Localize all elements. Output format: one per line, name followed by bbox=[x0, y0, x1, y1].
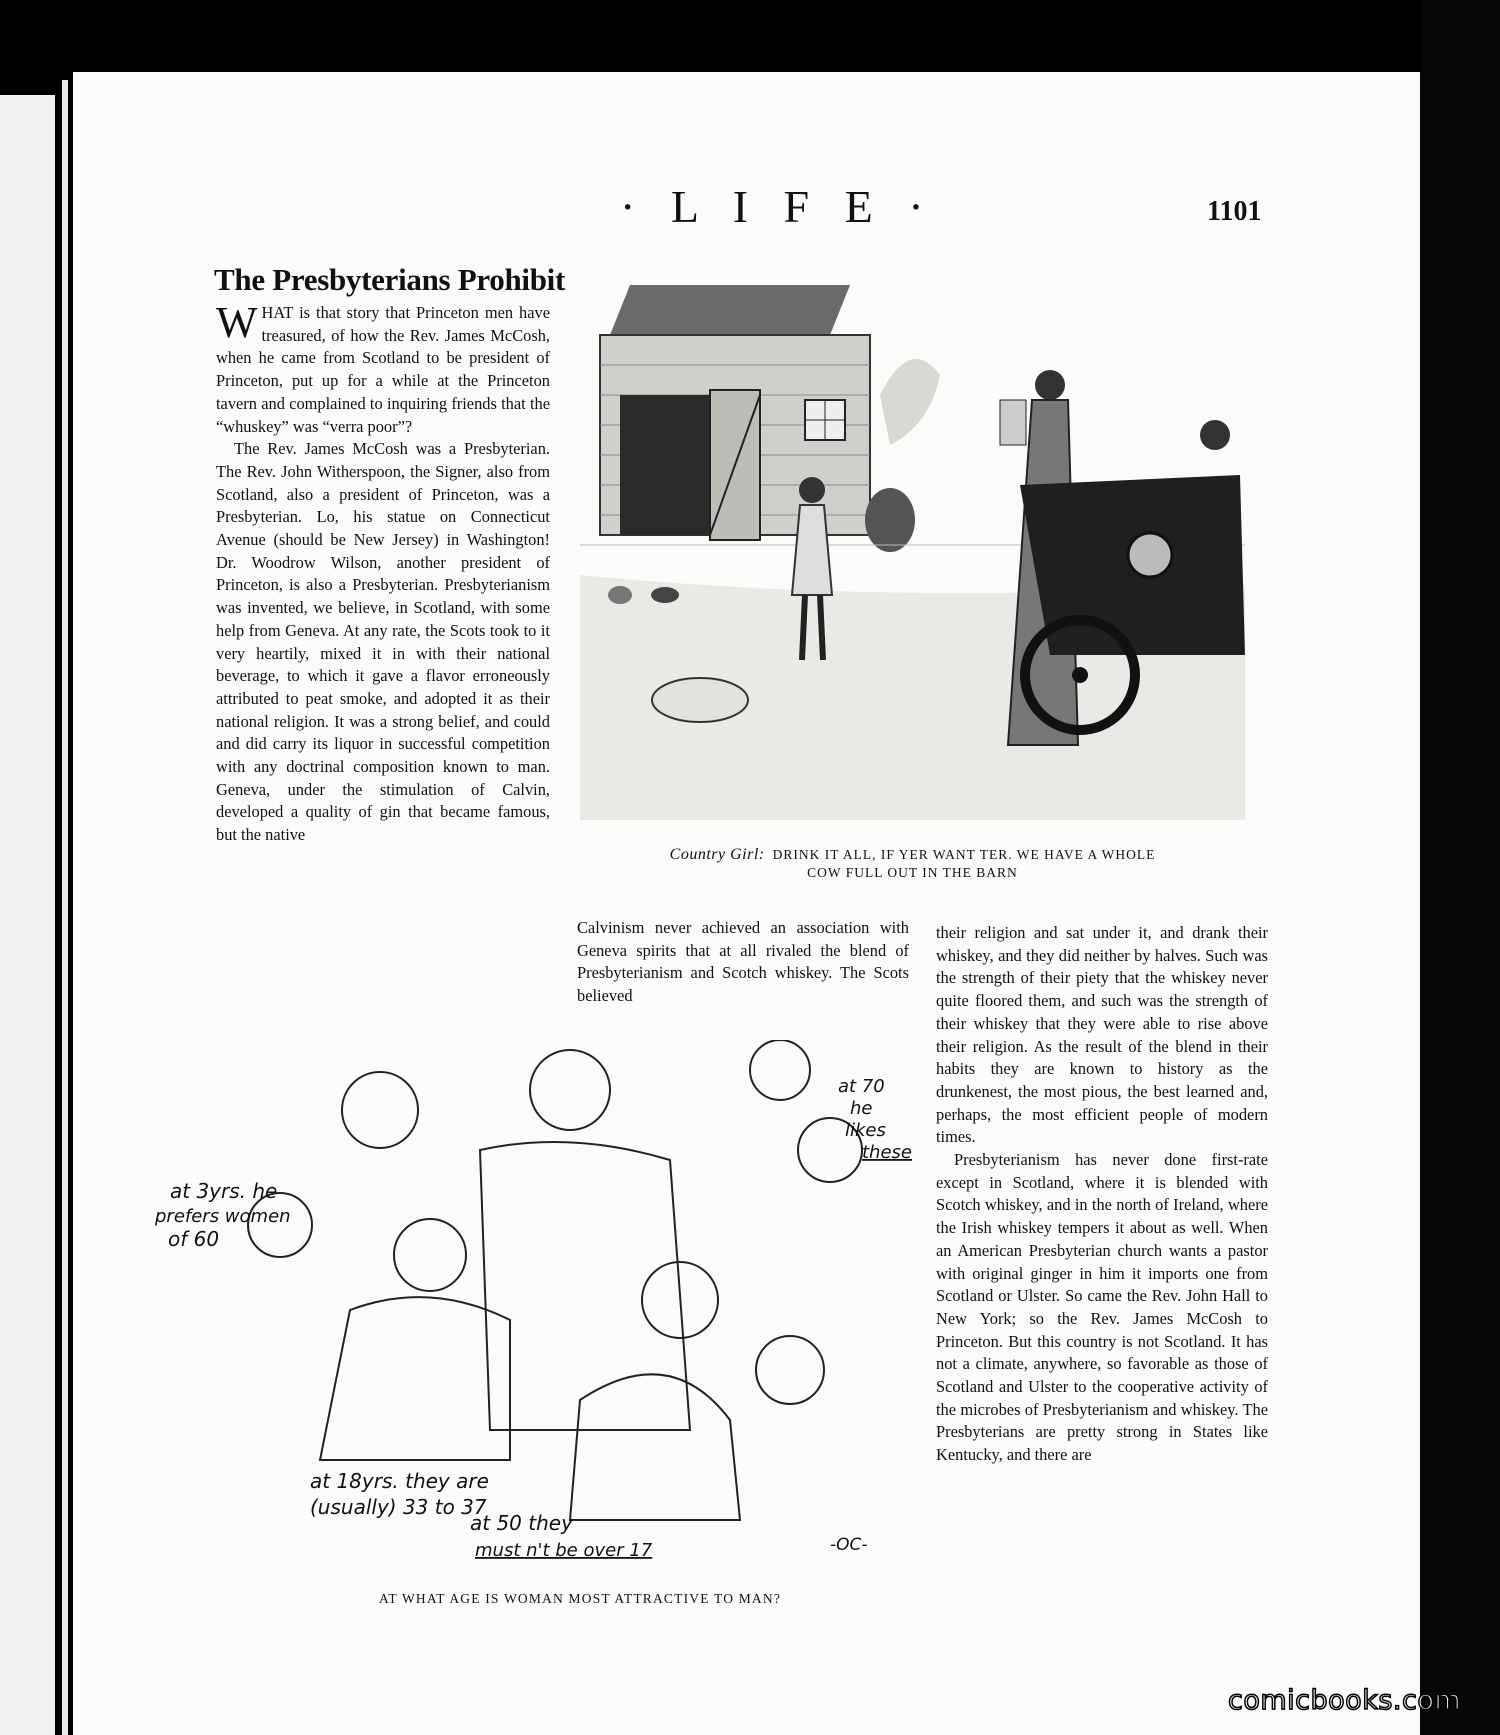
middle-aged-man-body bbox=[570, 1374, 740, 1520]
young-man-head bbox=[394, 1219, 466, 1291]
article-column-3 bbox=[936, 922, 1268, 1467]
paragraph-2: The Rev. James McCosh was a Presbyterian. The Rev. John Witherspoon, the Signer, also from Scotland, also a president of Princeton, was a Presbyterian. Lo, his statue on Connecticut Avenue (should be New Jersey) in Washington! Dr. Woodrow Wilson, another president of Princeton, is also a Presbyterian. Presbyterianism was invented, we believe, in Scotland, with some help from Geneva. At any rate, the Scots took to it very heartily, mixed it in with their national beverage, to which it gave a flavor erroneously attributed to peat smoke, and adopted it as their national religion. It was a strong belief, and could and did carry its liquor in successful competition with any doctrinal composition known to man. Geneva, under the stimulation of Calvin, developed a quality of gin that became famous, but the native bbox=[216, 439, 550, 845]
paragraph-1-text: HAT is that story that Princeton men have treasured, of how the Rev. James McCosh, when he came from Scotland to be president of Princeton, put up for a while at the Princeton tavern and complained to inquiring friends that the “whuskey” was “verra poor”? bbox=[216, 303, 550, 436]
car-headlamp bbox=[1128, 533, 1172, 577]
label-18-line-1: at 18yrs. they are bbox=[310, 1469, 489, 1493]
driver-head bbox=[1200, 420, 1230, 450]
woman-center-body bbox=[480, 1142, 690, 1430]
cartoon-caption: AT WHAT AGE IS WOMAN MOST ATTRACTIVE TO MAN? bbox=[378, 1591, 782, 1606]
old-woman-head bbox=[342, 1072, 418, 1148]
label-70-line-4: these bbox=[862, 1142, 912, 1163]
label-3yrs-line-3: of 60 bbox=[168, 1227, 220, 1251]
child-head bbox=[799, 477, 825, 503]
chicken-1 bbox=[608, 586, 632, 604]
article-title: The Presbyterians Prohibit bbox=[214, 262, 566, 297]
barn-doorway bbox=[620, 395, 720, 535]
article-column-2 bbox=[577, 917, 909, 1008]
paragraph-3: Presbyterianism has never done first-rate except in Scotland, where it is blended with Scotch whiskey, and in the north of Ireland, where the Irish whiskey tempers it about as well. When an American Presbyterian church wants a pastor with original ginger in him it imports one from Scotland or Ulster. So came the Rev. John Hall to New York; so the Rev. James McCosh to Princeton. But this country is not Scotland. It has not a climate, anywhere, so favorable as those of Scotland and Ulster to the cooperative activity of the microbes of Presbyterianism and whiskey. The Presbyterians are pretty strong in States like Kentucky, and there are bbox=[936, 1150, 1268, 1465]
barrel bbox=[865, 488, 915, 552]
young-woman-head bbox=[756, 1336, 824, 1404]
page-number: 1101 bbox=[1207, 196, 1262, 227]
caption-line-2: COW FULL OUT IN THE BARN bbox=[807, 865, 1018, 880]
scan-background bbox=[1420, 0, 1500, 1735]
label-50-line-2: must n't be over 17 bbox=[475, 1540, 653, 1561]
adjacent-page-edge bbox=[0, 95, 55, 1735]
milk-jar bbox=[1000, 400, 1026, 445]
little-girl-head bbox=[750, 1040, 810, 1100]
label-3yrs-line-2: prefers women bbox=[155, 1206, 291, 1227]
label-50-line-1: at 50 they bbox=[470, 1511, 573, 1535]
barn-roof bbox=[610, 285, 850, 335]
paragraph-1 bbox=[216, 298, 550, 438]
woman-head bbox=[1035, 370, 1065, 400]
caption-line-1: DRINK IT ALL, IF YER WANT TER. WE HAVE A WHOLE bbox=[772, 847, 1156, 862]
child-dress bbox=[792, 505, 832, 595]
pig bbox=[652, 678, 748, 722]
article-column-1 bbox=[216, 298, 550, 847]
label-70-line-3: likes bbox=[845, 1120, 886, 1141]
paragraph-2-continued: Calvinism never achieved an association with Geneva spirits that at all rivaled the blend of Presbyterianism and Scotch whiskey. The Scots believed bbox=[577, 918, 909, 1006]
cartoon-illustration bbox=[150, 1040, 920, 1580]
artist-signature: -OC- bbox=[830, 1535, 868, 1555]
label-70-line-1: at 70 bbox=[838, 1076, 885, 1097]
woman-center-head bbox=[530, 1050, 610, 1130]
drop-cap: W bbox=[216, 298, 258, 347]
page-binding-edge bbox=[62, 80, 68, 1735]
chicken-2 bbox=[651, 587, 679, 603]
masthead: · L I F E · bbox=[620, 181, 936, 232]
label-70-line-2: he bbox=[850, 1098, 873, 1119]
caption-speaker: Country Girl: bbox=[669, 846, 765, 863]
farmyard-illustration bbox=[580, 275, 1245, 820]
watermark: comicbooks.com bbox=[1228, 1685, 1462, 1716]
young-man-body bbox=[320, 1297, 510, 1460]
label-18-line-2: (usually) 33 to 37 bbox=[310, 1495, 487, 1519]
paragraph-2-continued-2: their religion and sat under it, and drank their whiskey, and they did neither by halves. Such was the strength of their piety that the whiskey never quite floored them, and such was the strength of their whiskey that they were able to rise above their religion. As the result of the blend in their habits they are known to history as the drunkenest, the most pious, the best learned and, perhaps, the most efficient people of modern times. bbox=[936, 923, 1268, 1147]
label-3yrs-line-1: at 3yrs. he bbox=[170, 1179, 278, 1203]
illustration-caption bbox=[580, 846, 1245, 882]
